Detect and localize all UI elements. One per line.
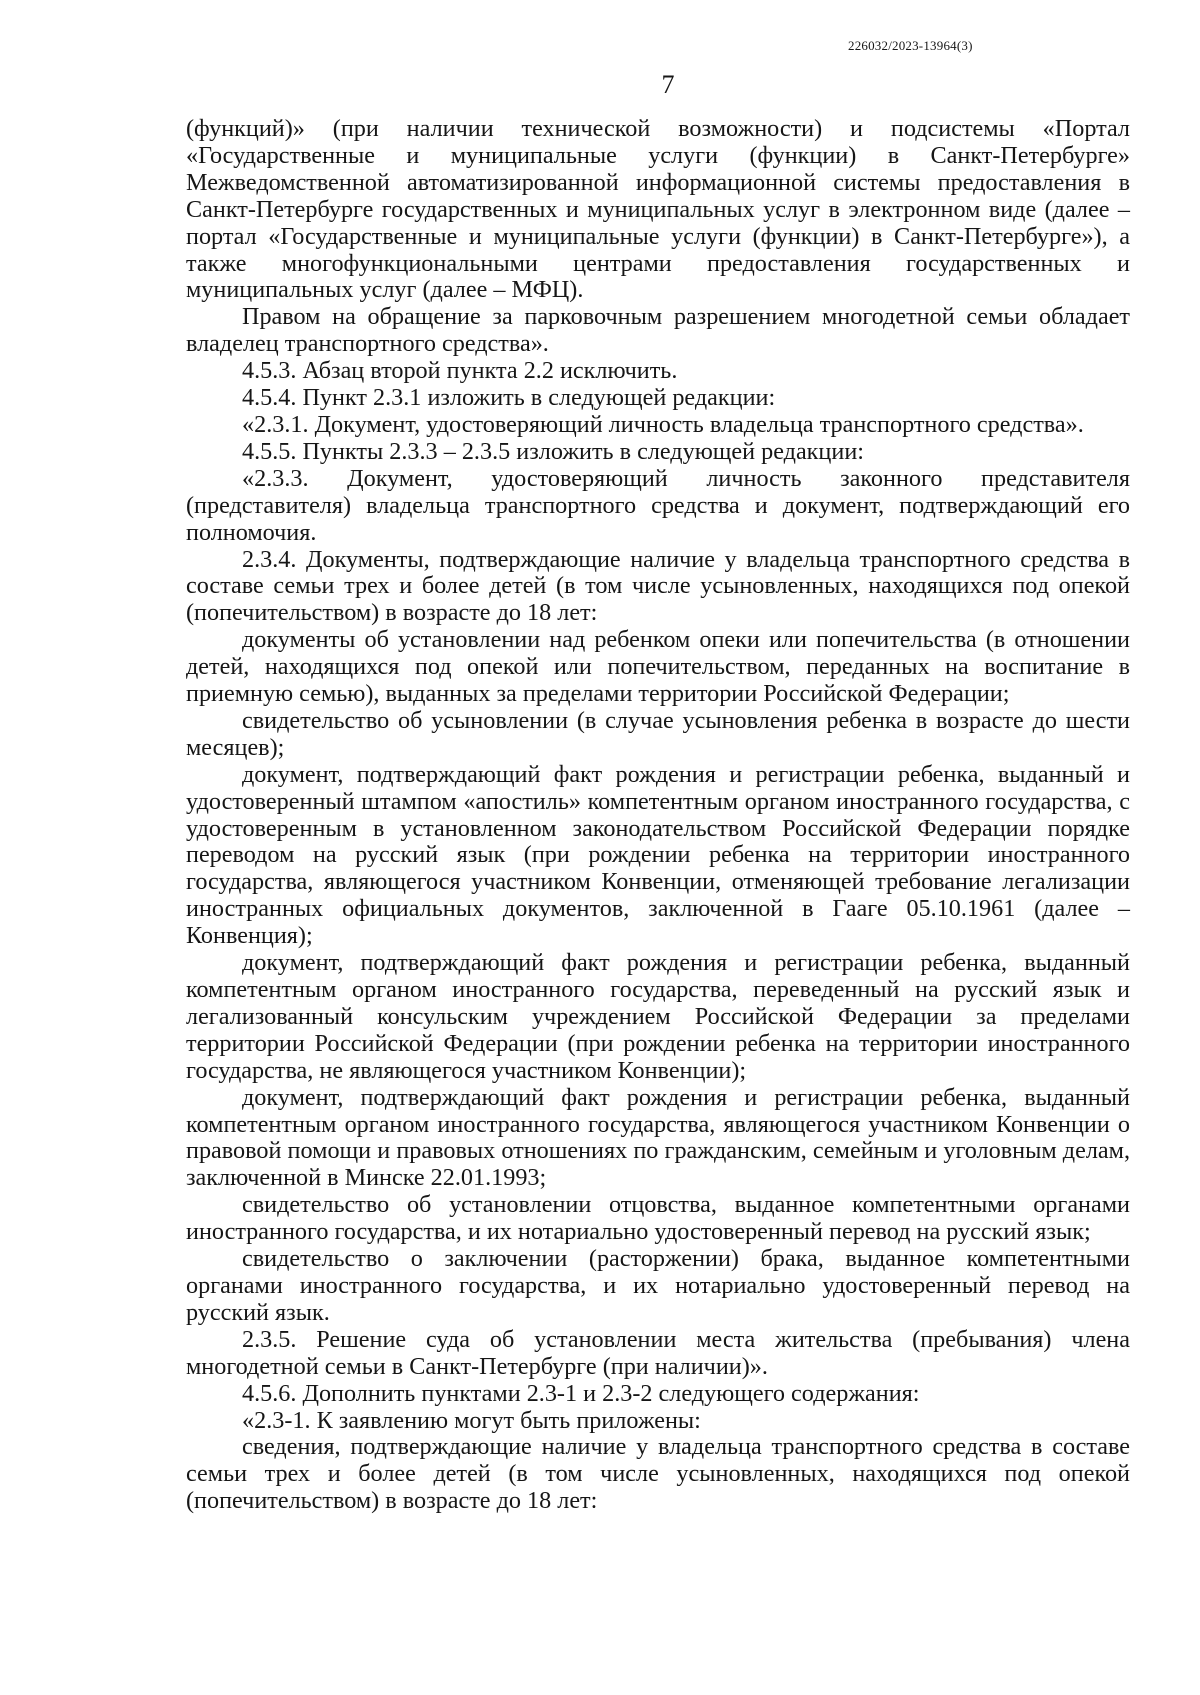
paragraph-2-3-4: 2.3.4. Документы, подтверждающие наличие у владельца транспортного средства в составе семьи трех и более детей (в том числе усыновленных, находящихся под опекой (попечительством) в возрасте до 18 лет: <box>186 545 1130 627</box>
paragraph-portal-continuation: (функций)» (при наличии технической возможности) и подсистемы «Портал «Государственные и муниципальные услуги (функции) в Санкт-Петербурге» Межведомственной автоматизированной информационной системы предоставления в Санкт-Петербурге государственных и муниципальных услуг в электронном виде (далее – портал «Государственные и муниципальные услуги (функции) в Санкт-Петербурге»), а также многофункциональными центрами предоставления государственных и муниципальных услуг (далее – МФЦ). <box>186 115 1130 304</box>
paragraph-4-5-6: 4.5.6. Дополнить пунктами 2.3-1 и 2.3-2 следующего содержания: <box>242 1379 920 1407</box>
list-item-birth-document-legalized: документ, подтверждающий факт рождения и регистрации ребенка, выданный компетентным органом иностранного государства, переведенный на русский язык и легализованный консульским учреждением Российской Федерации за пределами территории Российской Федерации (при рождении ребенка на территории иностранного государства, не являющегося участником Конвенции); <box>186 949 1130 1084</box>
list-item-birth-document-apostille: документ, подтверждающий факт рождения и регистрации ребенка, выданный и удостоверенный штампом «апостиль» компетентным органом иностранного государства, с удостоверенным в установленном законодательством Российской Федерации порядке переводом на русский язык (при рождении ребенка на территории иностранного государства, являющегося участником Конвенции, отменяющей требование легализации иностранных официальных документов, заключенной в Гааге 05.10.1961 (далее – Конвенция); <box>186 760 1130 950</box>
list-item-paternity-certificate: свидетельство об установлении отцовства, выданное компетентными органами иностранного государства, и их нотариально удостоверенный перевод на русский язык; <box>186 1191 1130 1246</box>
list-item-family-composition-info: сведения, подтверждающие наличие у владельца транспортного средства в составе семьи трех и более детей (в том числе усыновленных, находящихся под опекой (попечительством) в возрасте до 18 лет: <box>186 1433 1130 1515</box>
paragraph-2-3-3: «2.3.3. Документ, удостоверяющий личность законного представителя (представителя) владельца транспортного средства и документ, подтверждающий его полномочия. <box>186 464 1130 546</box>
document-registration-number: 226032/2023-13964(3) <box>848 38 973 53</box>
document-body <box>186 116 1130 1515</box>
paragraph-2-3-1-attachments: «2.3-1. К заявлению могут быть приложены: <box>242 1406 701 1434</box>
page-number: 7 <box>661 70 675 99</box>
paragraph-4-5-4: 4.5.4. Пункт 2.3.1 изложить в следующей редакции: <box>242 384 776 412</box>
list-item-adoption-certificate: свидетельство об усыновлении (в случае усыновления ребенка в возрасте до шести месяцев); <box>186 706 1130 761</box>
paragraph-4-5-3: 4.5.3. Абзац второй пункта 2.2 исключить. <box>242 357 678 385</box>
list-item-guardianship-documents: документы об установлении над ребенком опеки или попечительства (в отношении детей, находящихся под опекой или попечительством, переданных на воспитание в приемную семью), выданных за пределами территории Российской Федерации; <box>186 626 1130 708</box>
paragraph-right-to-apply: Правом на обращение за парковочным разрешением многодетной семьи обладает владелец транспортного средства». <box>186 303 1130 358</box>
paragraph-2-3-1: «2.3.1. Документ, удостоверяющий личность владельца транспортного средства». <box>242 410 1084 438</box>
list-item-marriage-certificate: свидетельство о заключении (расторжении) брака, выданное компетентными органами иностранного государства, и их нотариально удостоверенный перевод на русский язык. <box>186 1245 1130 1326</box>
paragraph-2-3-5: 2.3.5. Решение суда об установлении места жительства (пребывания) члена многодетной семьи в Санкт-Петербурге (при наличии)». <box>186 1325 1130 1380</box>
list-item-birth-document-minsk-convention: документ, подтверждающий факт рождения и регистрации ребенка, выданный компетентным органом иностранного государства, являющегося участником Конвенции о правовой помощи и правовых отношениях по гражданским, семейным и уголовным делам, заключенной в Минске 22.01.1993; <box>186 1083 1130 1192</box>
paragraph-4-5-5: 4.5.5. Пункты 2.3.3 – 2.3.5 изложить в следующей редакции: <box>242 437 864 465</box>
